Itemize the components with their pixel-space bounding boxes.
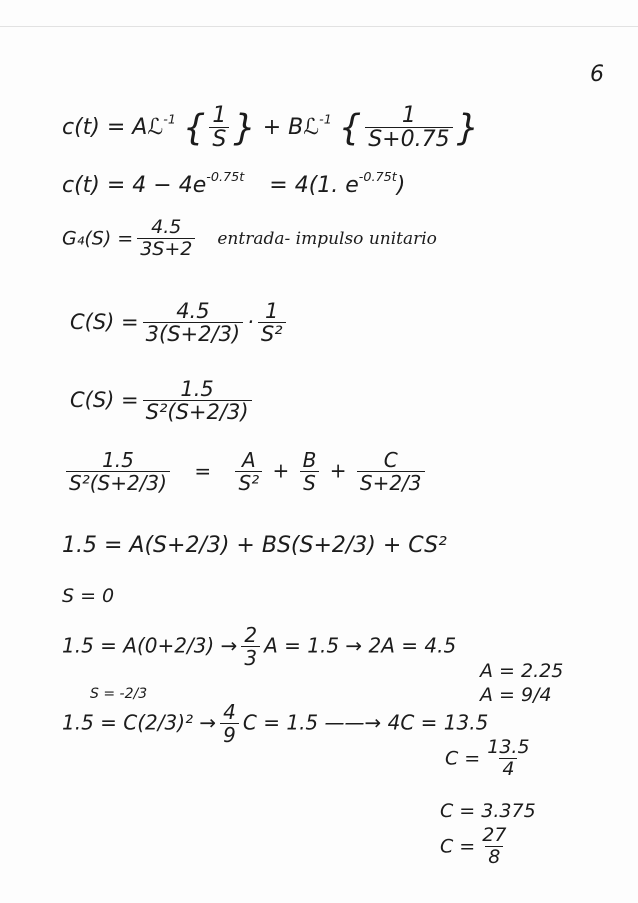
page-number: 6	[590, 62, 604, 87]
inverse-exponent-1: -1	[163, 112, 176, 128]
eq2-exp1: -0.75t	[206, 170, 245, 185]
equation-solve-c	[62, 702, 488, 746]
fraction-four-ninths	[220, 702, 239, 746]
eq9-after: A = 1.5 → 2A = 4.5	[264, 633, 457, 658]
scan-edge	[0, 26, 638, 27]
fraction-1-over-s2	[258, 300, 286, 346]
frac-num: 4.5	[151, 216, 182, 238]
equation-inverse-laplace	[62, 104, 479, 152]
fraction-two-thirds	[241, 625, 260, 669]
eq2-exp2: -0.75t	[358, 170, 397, 185]
fraction-c-final	[479, 826, 509, 868]
frac-den: S	[300, 471, 319, 494]
left-brace-2: {	[338, 107, 362, 149]
equals-sign: =	[194, 458, 212, 483]
frac-num: 1.5	[180, 377, 214, 401]
eq15-lhs: C =	[440, 835, 476, 858]
equation-solve-a	[62, 625, 456, 669]
frac-num: 1	[212, 103, 227, 128]
fraction-c-value	[484, 738, 532, 780]
frac-den: S²	[258, 322, 286, 346]
result-c-decimal: C = 3.375	[440, 800, 536, 822]
eq1-mid: + B	[262, 115, 304, 141]
eq3-lhs: G₄(S) =	[62, 227, 134, 250]
fraction-simplified	[143, 378, 252, 424]
frac-den: 3	[241, 646, 260, 669]
result-c-final	[440, 826, 513, 868]
frac-den: S²(S+2/3)	[66, 471, 170, 494]
frac-num: 27	[482, 824, 507, 846]
right-brace-1: }	[233, 107, 256, 149]
fraction-1-over-s	[209, 104, 229, 152]
equation-partial-fractions	[62, 450, 429, 494]
frac-num: 1	[401, 103, 416, 128]
frac-den: S+2/3	[357, 471, 425, 494]
frac-num: 1	[265, 299, 279, 323]
eq4-lhs: C(S) =	[70, 310, 139, 335]
frac-den: S²(S+2/3)	[143, 400, 252, 424]
eq2-lhs: c(t) = 4 − 4e	[62, 172, 207, 198]
equation-numerator-identity: 1.5 = A(S+2/3) + BS(S+2/3) + CS²	[62, 533, 447, 558]
frac-num: C	[383, 448, 398, 472]
fraction-c	[357, 450, 425, 494]
frac-num: B	[302, 448, 317, 472]
frac-num: 1.5	[102, 448, 134, 472]
frac-den: 3(S+2/3)	[143, 322, 243, 346]
laplace-symbol-2: ℒ	[303, 115, 320, 141]
frac-num: 2	[244, 623, 258, 647]
fraction-1-over-s-plus	[365, 104, 452, 152]
frac-den: 4	[499, 758, 517, 780]
eq12-text: 1.5 = C(2/3)² →	[62, 710, 217, 735]
fraction-a	[235, 450, 262, 494]
plus-sign-2: +	[329, 458, 347, 483]
frac-num: 13.5	[487, 736, 530, 758]
eq12-after: C = 1.5 ——→ 4C = 13.5	[242, 710, 489, 735]
eq2-rhs: = 4(1. e	[269, 172, 359, 198]
equation-output-simplified	[70, 378, 256, 424]
equation-transfer-function	[62, 218, 437, 260]
frac-den: S²	[235, 471, 262, 494]
eq9-text: 1.5 = A(0+2/3) →	[62, 633, 238, 658]
result-c-fraction	[445, 738, 537, 780]
frac-den: 8	[485, 846, 503, 868]
result-a-decimal: A = 2.25	[480, 660, 564, 682]
eq1-lhs: c(t) = A	[62, 115, 148, 141]
fraction-transfer	[137, 218, 195, 260]
frac-num: 4.5	[176, 299, 210, 323]
frac-den: S	[209, 127, 229, 152]
substitution-s-neg: S = -2/3	[90, 686, 148, 702]
inverse-exponent-2: -1	[319, 112, 332, 128]
plus-sign-1: +	[272, 458, 290, 483]
laplace-symbol-1: ℒ	[147, 115, 164, 141]
substitution-s-zero: S = 0	[62, 585, 115, 607]
equation-output-laplace	[70, 300, 290, 346]
right-brace-2: }	[456, 107, 479, 149]
frac-den: S+0.75	[365, 127, 452, 152]
multiply-dot: ·	[247, 310, 254, 335]
frac-num: 4	[223, 700, 236, 724]
eq2-close: )	[396, 172, 406, 198]
frac-den: 9	[220, 723, 239, 746]
left-brace-1: {	[182, 107, 206, 149]
fraction-lhs	[66, 450, 170, 494]
eq5-lhs: C(S) =	[70, 388, 139, 413]
equation-time-response	[62, 170, 405, 198]
fraction-output	[143, 300, 243, 346]
eq13-lhs: C =	[445, 747, 481, 770]
input-annotation: entrada- impulso unitario	[217, 229, 437, 250]
frac-den: 3S+2	[137, 238, 195, 260]
fraction-b	[300, 450, 320, 494]
result-a-fraction: A = 9/4	[480, 684, 552, 706]
frac-num: A	[241, 448, 256, 472]
